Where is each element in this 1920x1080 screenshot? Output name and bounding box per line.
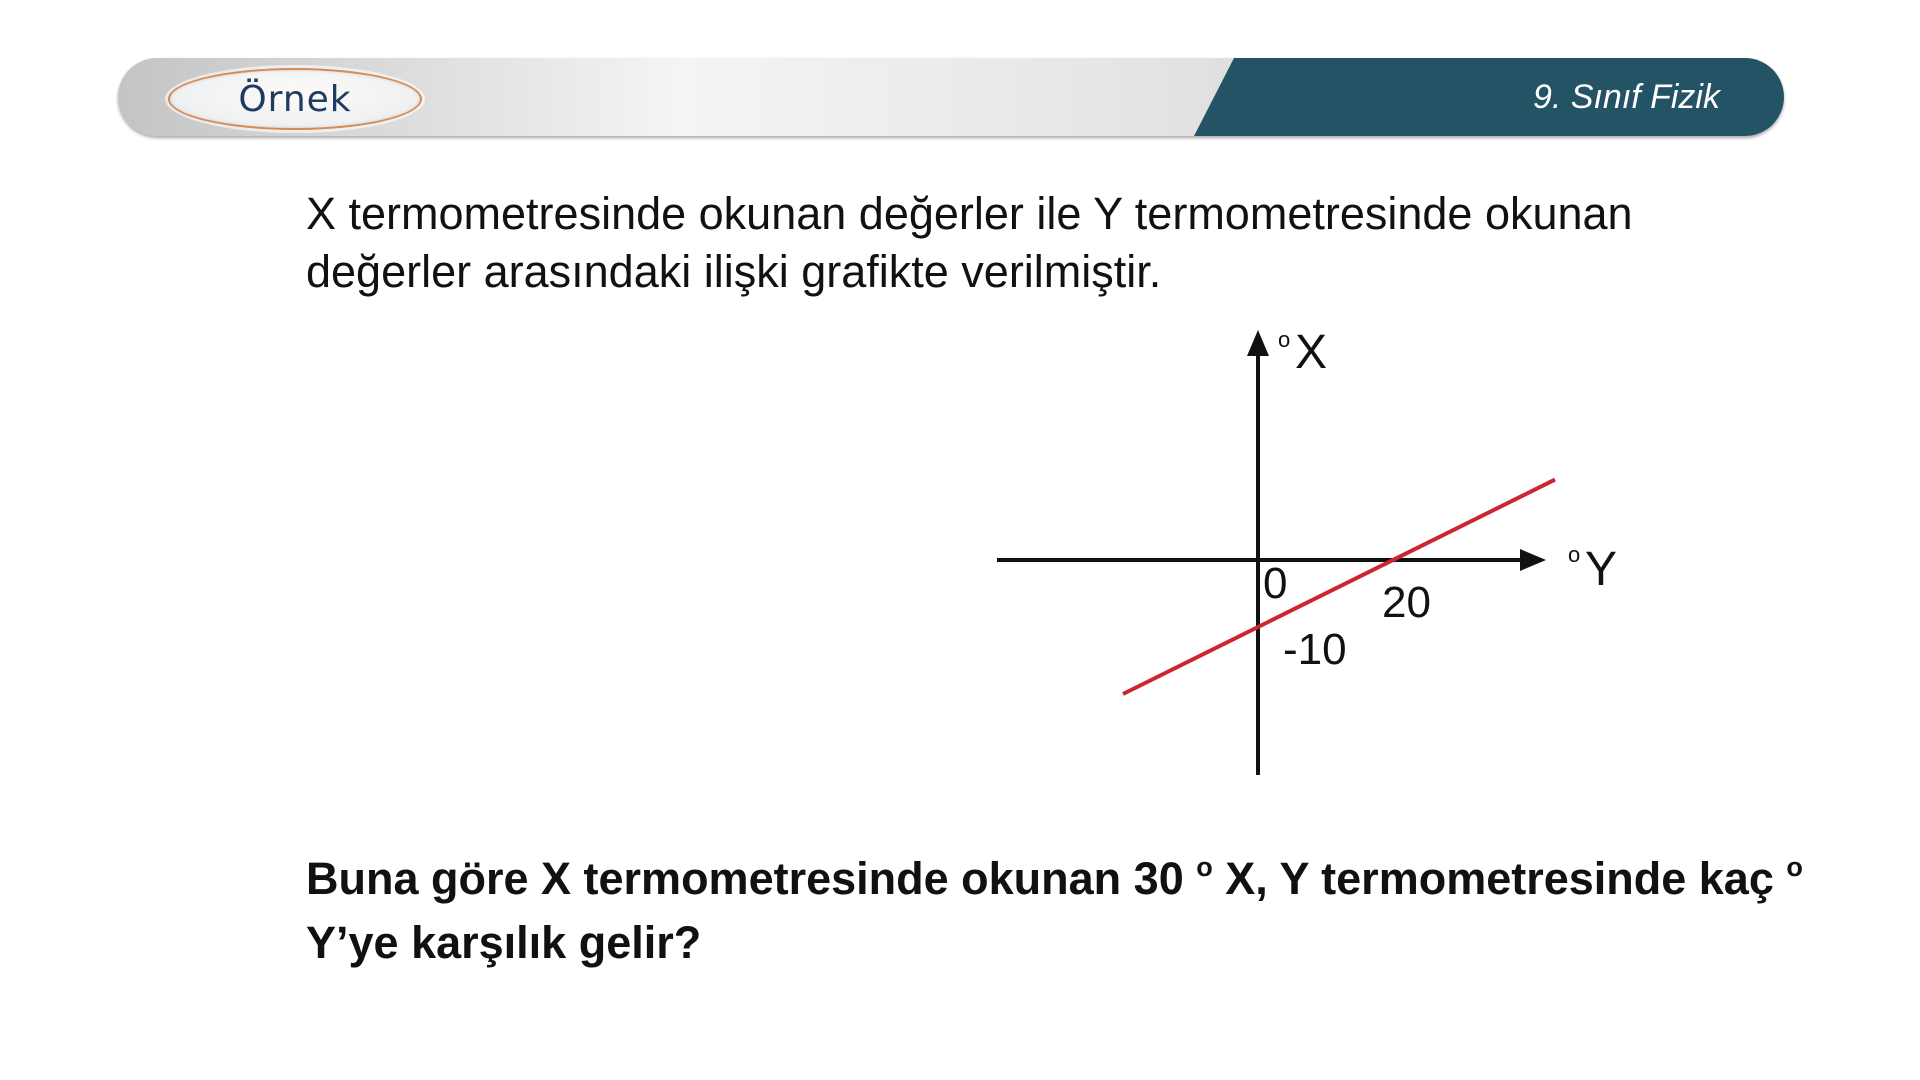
y-intercept-label: -10 — [1283, 625, 1347, 674]
origin-label: 0 — [1263, 559, 1288, 608]
course-title: 9. Sınıf Fizik — [1532, 78, 1720, 116]
y-axis-degree-mark: o — [1278, 327, 1291, 352]
x-axis-arrow-icon — [1520, 549, 1546, 571]
x-axis-degree-mark: o — [1568, 542, 1581, 567]
x-axis-label: Y — [1585, 543, 1618, 596]
degree-mark-2: o — [1786, 852, 1803, 882]
question-part-1: Buna göre X termometresinde okunan 30 — [306, 853, 1184, 904]
question-part-3: Y’ye karşılık gelir? — [306, 917, 702, 968]
y-axis-arrow-icon — [1247, 330, 1269, 356]
question-part-2: X, Y termometresinde kaç — [1212, 853, 1774, 904]
question-text — [306, 850, 1806, 972]
x-intercept-label: 20 — [1382, 578, 1431, 627]
degree-mark-1: o — [1196, 852, 1213, 882]
example-badge-label: Örnek — [238, 78, 352, 120]
intro-paragraph: X termometresinde okunan değerler ile Y termometresinde okunan değerler arasındaki ilişki grafikte verilmiştir. — [306, 188, 1633, 297]
y-axis-label: X — [1295, 326, 1328, 379]
